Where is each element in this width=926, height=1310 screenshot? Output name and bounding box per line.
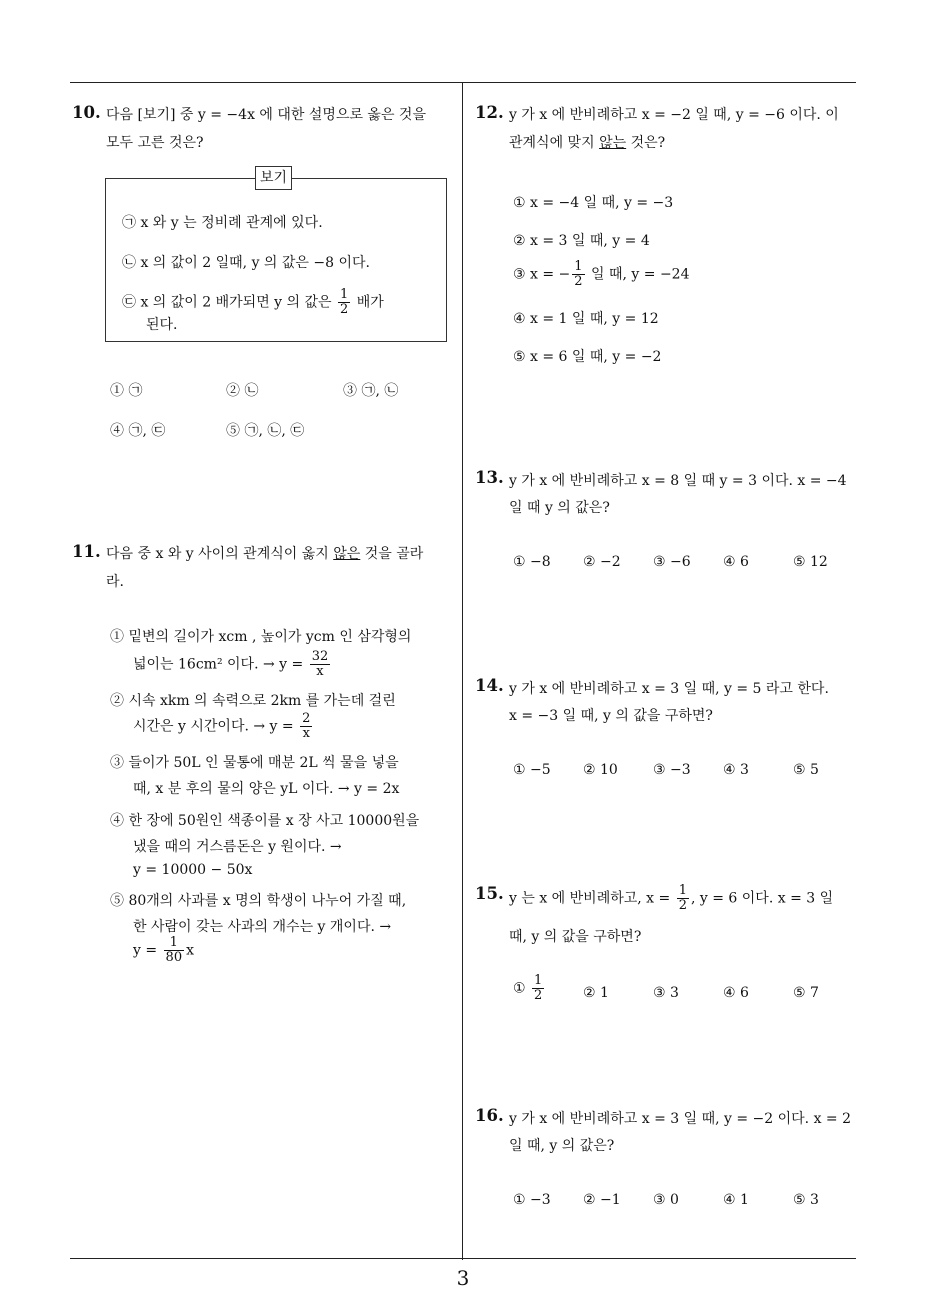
answer-option[interactable]: ④ x = 1 일 때, y = 12	[513, 311, 659, 327]
fraction: $\frac{1}{2}$	[678, 883, 687, 913]
question-text: 모두 고른 것은?	[106, 135, 204, 151]
example-item: ㉠ x 와 y 는 정비례 관계에 있다.	[122, 215, 323, 231]
fraction: $\frac{1}{2}$	[340, 287, 349, 317]
answer-option-cont: 때, x 분 후의 물의 양은 yL 이다. → y = 2x	[133, 781, 400, 797]
answer-option[interactable]: ③ 들이가 50L 인 물통에 매분 2L 씩 물을 넣을	[110, 755, 399, 771]
answer-option[interactable]: ② 10	[583, 762, 618, 778]
question-text: y 가 x 에 반비례하고 x = −2 일 때, y = −6 이다. 이	[509, 107, 839, 123]
answer-option-cont: y = 10000 − 50x	[133, 862, 253, 878]
answer-option[interactable]: ③ 3	[653, 985, 679, 1001]
example-item-text: ㉢ x 의 값이 2 배가되면 y 의 값은	[122, 294, 332, 311]
column-divider	[462, 82, 463, 1260]
question-number: 14.	[475, 676, 504, 695]
question-text: y 가 x 에 반비례하고 x = 8 일 때 y = 3 이다. x = −4	[509, 473, 847, 489]
example-item-text: 배가	[356, 294, 384, 311]
answer-option[interactable]: ③ x = − $\frac{1}{2}$ 일 때, y = −24	[513, 259, 690, 289]
answer-option[interactable]: ⑤ 5	[793, 762, 819, 778]
answer-option[interactable]: ② −1	[583, 1192, 621, 1208]
answer-option-cont: 시간은 y 시간이다. → y = $\frac{2}{x}$	[133, 711, 311, 741]
answer-option[interactable]: ⑤ ㉠, ㉡, ㉢	[226, 423, 305, 439]
answer-option[interactable]: ② ㉡	[226, 383, 259, 399]
answer-option[interactable]: ③ 0	[653, 1192, 679, 1208]
answer-option[interactable]: ② 1	[583, 985, 609, 1001]
answer-option-cont: 한 사람이 갖는 사과의 개수는 y 개이다. →	[133, 919, 392, 935]
answer-option[interactable]: ① −5	[513, 762, 551, 778]
question-number: 15.	[475, 884, 504, 903]
answer-option[interactable]: ② −2	[583, 554, 621, 570]
answer-option[interactable]: ③ −3	[653, 762, 691, 778]
question-text: 일 때 y 의 값은?	[509, 500, 610, 516]
bottom-rule	[70, 1258, 856, 1259]
answer-option[interactable]: ① ㉠	[110, 383, 143, 399]
answer-option[interactable]: ① x = −4 일 때, y = −3	[513, 195, 674, 211]
answer-option[interactable]: ① 밑변의 길이가 xcm , 높이가 ycm 인 삼각형의	[110, 629, 412, 645]
fraction: $\frac{1}{2}$	[574, 259, 583, 289]
fraction: $\frac{2}{x}$	[302, 711, 311, 741]
page-number: 3	[456, 1266, 470, 1290]
answer-option[interactable]: ① $\frac{1}{2}$	[513, 973, 543, 1003]
answer-option[interactable]: ② 시속 xkm 의 속력으로 2km 를 가는데 걸린	[110, 693, 396, 709]
question-text: 라.	[106, 574, 124, 590]
answer-option[interactable]: ④ 3	[723, 762, 749, 778]
example-box-label: 보기	[255, 166, 292, 190]
fraction: $\frac{32}{x}$	[311, 649, 329, 679]
question-text: 때, y 의 값을 구하면?	[509, 929, 642, 945]
question-text: y 가 x 에 반비례하고 x = 3 일 때, y = 5 라고 한다.	[509, 681, 829, 697]
answer-option[interactable]: ④ ㉠, ㉢	[110, 423, 166, 439]
fraction: $\frac{1}{2}$	[534, 973, 543, 1003]
question-text: 다음 [보기] 중 y = −4x 에 대한 설명으로 옳은 것을	[106, 107, 426, 123]
question-number: 11.	[72, 542, 101, 561]
example-item	[122, 288, 384, 317]
answer-option[interactable]: ④ 한 장에 50원인 색종이를 x 장 사고 10000원을	[110, 813, 420, 829]
underlined-word: 않은	[333, 546, 361, 562]
answer-option[interactable]: ① −3	[513, 1192, 551, 1208]
answer-option[interactable]: ④ 6	[723, 554, 749, 570]
example-item: ㉡ x 의 값이 2 일때, y 의 값은 −8 이다.	[122, 255, 370, 271]
answer-option[interactable]: ③ ㉠, ㉡	[343, 383, 399, 399]
answer-option[interactable]: ③ −6	[653, 554, 691, 570]
example-item: 된다.	[146, 317, 178, 333]
question-text: y 는 x 에 반비례하고, x = $\frac{1}{2}$ , y = 6 이다. x = 3 일	[509, 883, 834, 913]
answer-option[interactable]: ⑤ 80개의 사과를 x 명의 학생이 나누어 가질 때,	[110, 893, 407, 909]
answer-option-cont: y = $\frac{1}{80}$ x	[133, 935, 194, 965]
top-rule	[70, 82, 856, 83]
answer-option[interactable]: ① −8	[513, 554, 551, 570]
question-text: 다음 중 x 와 y 사이의 관계식이 옳지 않은 것을 골라	[106, 546, 424, 562]
answer-option[interactable]: ⑤ 12	[793, 554, 828, 570]
question-number: 13.	[475, 468, 504, 487]
question-number: 12.	[475, 103, 504, 122]
answer-option[interactable]: ⑤ 3	[793, 1192, 819, 1208]
question-number: 10.	[72, 103, 101, 122]
fraction: $\frac{1}{80}$	[165, 935, 183, 965]
question-number: 16.	[475, 1106, 504, 1125]
answer-option[interactable]: ② x = 3 일 때, y = 4	[513, 233, 650, 249]
question-text: 관계식에 맞지 않는 것은?	[509, 135, 666, 151]
answer-option[interactable]: ④ 6	[723, 985, 749, 1001]
answer-option-cont: 냈을 때의 거스름돈은 y 원이다. →	[133, 839, 342, 855]
answer-option[interactable]: ④ 1	[723, 1192, 749, 1208]
answer-option[interactable]: ⑤ x = 6 일 때, y = −2	[513, 349, 662, 365]
question-text: 일 때, y 의 값은?	[509, 1138, 615, 1154]
question-text: x = −3 일 때, y 의 값을 구하면?	[509, 708, 713, 724]
underlined-word: 않는	[599, 135, 627, 151]
answer-option-cont: 넓이는 16cm² 이다. → y = $\frac{32}{x}$	[133, 649, 329, 679]
question-text: y 가 x 에 반비례하고 x = 3 일 때, y = −2 이다. x = 2	[509, 1111, 852, 1127]
answer-option[interactable]: ⑤ 7	[793, 985, 819, 1001]
